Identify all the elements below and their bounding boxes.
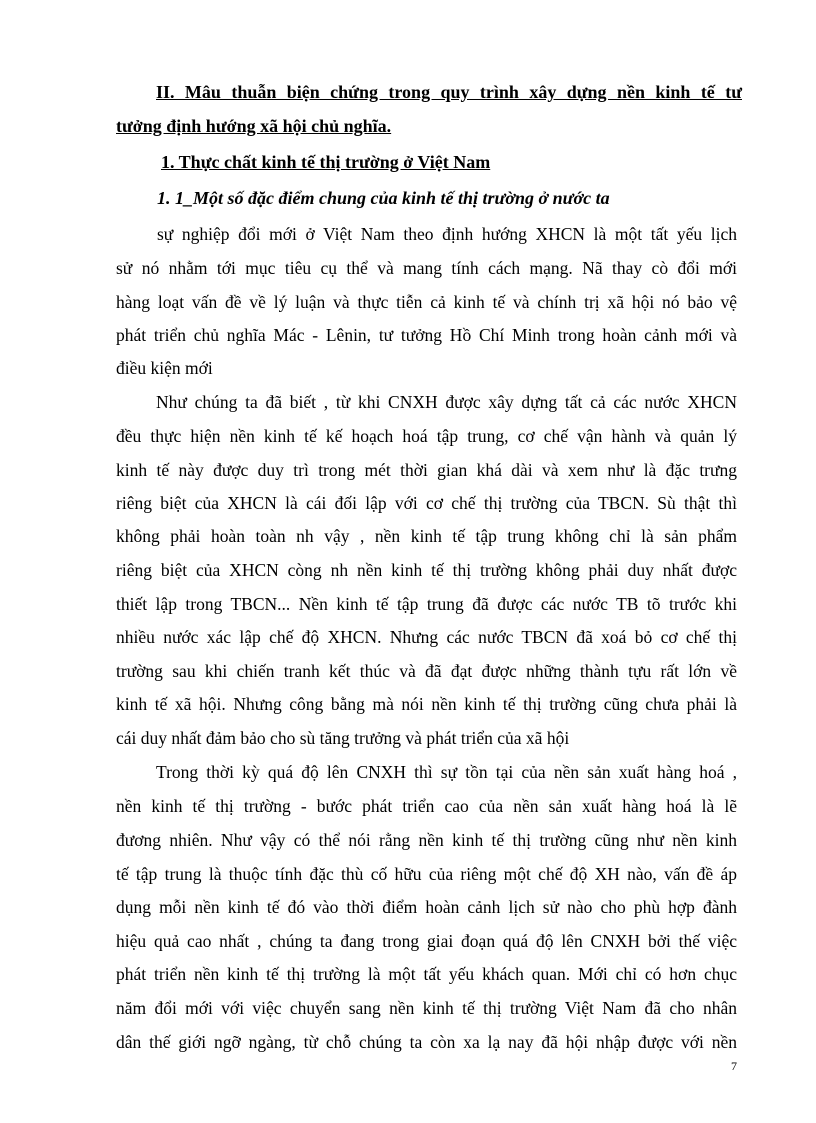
paragraph-3-line-2: nền kinh tế thị trường - bước phát triển cao của nền sản xuất hàng hoá là lẽ bbox=[116, 796, 737, 816]
paragraph-2-line-7: thiết lập trong TBCN... Nền kinh tế tập trung đã được các nước TB tõ trước khi bbox=[116, 594, 737, 614]
subheading-1: 1. Thực chất kinh tế thị trường ở Việt Nam bbox=[161, 152, 491, 172]
paragraph-2-line-10: kinh tế xã hội. Nhưng công bằng mà nói nền kinh tế thị trường cũng chưa phải là bbox=[116, 694, 737, 714]
paragraph-1-line-4: phát triển chủ nghĩa Mác - Lênin, tư tưởng Hồ Chí Minh trong hoàn cảnh mới và bbox=[116, 325, 737, 345]
section-heading-line-2: tưởng định hướng xã hội chủ nghĩa. bbox=[116, 116, 392, 136]
paragraph-3-line-1: Trong thời kỳ quá độ lên CNXH thì sự tồn tại của nền sản xuất hàng hoá , bbox=[156, 762, 737, 782]
paragraph-3-line-7: phát triển nền kinh tế thị trường là một tất yếu khách quan. Mới chỉ có hơn chục bbox=[116, 964, 737, 984]
paragraph-1-line-3: hàng loạt vấn đề về lý luận và thực tiễn cả kinh tế và chính trị xã hội nó bảo vệ bbox=[116, 292, 737, 312]
paragraph-2-line-5: không phải hoàn toàn nh vậy , nền kinh tế tập trung không chỉ là sản phẩm bbox=[116, 526, 737, 546]
subheading-1-1: 1. 1_Một số đặc điểm chung của kinh tế thị trường ở nước ta bbox=[157, 188, 610, 208]
section-heading-line-1: II. Mâu thuẫn biện chứng trong quy trình xây dựng nền kinh tế tư bbox=[156, 82, 742, 102]
paragraph-2-line-8: nhiều nước xác lập chế độ XHCN. Nhưng các nước TBCN đã xoá bỏ cơ chế thị bbox=[116, 627, 737, 647]
paragraph-3-line-8: năm đổi mới với việc chuyển sang nền kinh tế thị trường Việt Nam đã cho nhân bbox=[116, 998, 737, 1018]
page-number: 7 bbox=[731, 1059, 737, 1073]
paragraph-2-line-6: riêng biệt của XHCN còng nh nền kinh tế thị trường không phải duy nhất được bbox=[116, 560, 737, 580]
paragraph-3-line-3: đương nhiên. Như vậy có thể nói rằng nền kinh tế thị trường cũng như nền kinh bbox=[116, 830, 737, 850]
paragraph-3-line-4: tế tập trung là thuộc tính đặc thù cố hữu của riêng một chế độ XH nào, vấn đề áp bbox=[116, 864, 737, 884]
paragraph-2-line-3: kinh tế này được duy trì trong mét thời gian khá dài và xem như là đặc trưng bbox=[116, 460, 737, 480]
paragraph-3-line-9: dân thế giới ngỡ ngàng, từ chỗ chúng ta còn xa lạ nay đã hội nhập được với nền bbox=[116, 1032, 737, 1052]
paragraph-1-line-5: điều kiện mới bbox=[116, 358, 213, 378]
paragraph-2-line-2: đều thực hiện nền kinh tế kế hoạch hoá tập trung, cơ chế vận hành và quản lý bbox=[116, 426, 737, 446]
paragraph-1-line-2: sử nó nhằm tới mục tiêu cụ thể và mang tính cách mạng. Nã thay cò đổi mới bbox=[116, 258, 737, 278]
paragraph-2-line-9: trường sau khi chiến tranh kết thúc và đã đạt được những thành tựu rất lớn về bbox=[116, 661, 737, 681]
paragraph-2-line-4: riêng biệt của XHCN là cái đối lập với cơ chế thị trường của TBCN. Sù thật thì bbox=[116, 493, 737, 513]
paragraph-2-line-1: Như chúng ta đã biết , từ khi CNXH được xây dựng tất cả các nước XHCN bbox=[156, 392, 737, 412]
paragraph-3-line-5: dụng mỗi nền kinh tế đó vào thời điểm hoàn cảnh lịch sử nào cho phù hợp đành bbox=[116, 897, 737, 917]
paragraph-1-line-1: sự nghiệp đổi mới ở Việt Nam theo định hướng XHCN là một tất yếu lịch bbox=[157, 224, 737, 244]
paragraph-2-line-11: cái duy nhất đảm bảo cho sù tăng trưởng và phát triển của xã hội bbox=[116, 728, 570, 748]
paragraph-3-line-6: hiệu quả cao nhất , chúng ta đang trong giai đoạn quá độ lên CNXH bởi thế việc bbox=[116, 931, 737, 951]
